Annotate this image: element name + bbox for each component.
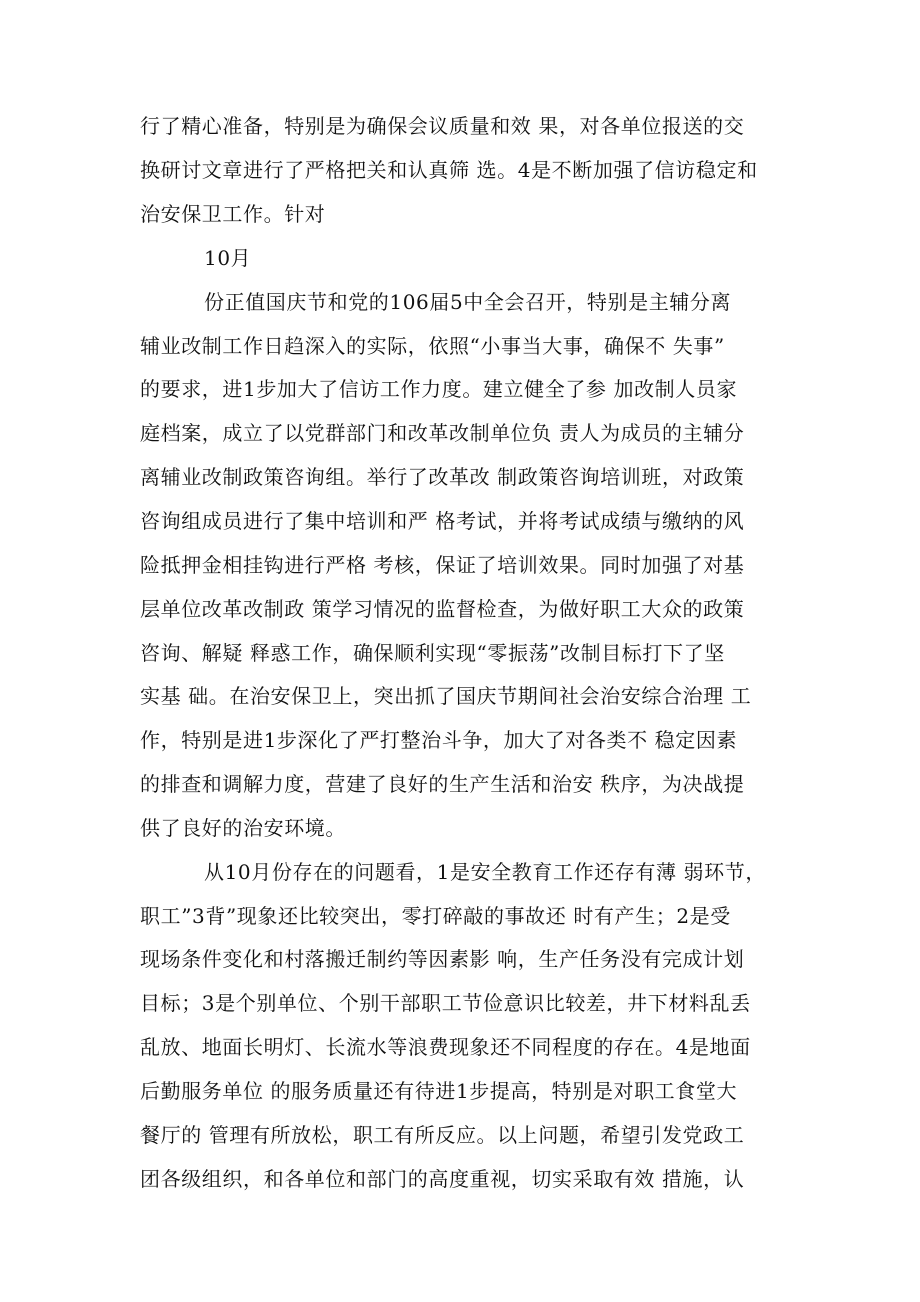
text-line-21: 目标；3是个别单位、个别干部职工节俭意识比较差，井下材料乱丢 xyxy=(140,991,751,1015)
text-line-25: 团各级组织，和各单位和部门的高度重视，切实采取有效 措施，认 xyxy=(140,1167,745,1191)
text-line-14: 实基 础。在治安保卫上，突出抓了国庆节期间社会治安综合治理 工 xyxy=(140,684,752,708)
text-line-16: 的排查和调解力度，营建了良好的生产生活和治安 秩序，为决战提 xyxy=(140,772,745,796)
text-line-23: 后勤服务单位 的服务质量还有待进1步提高，特别是对职工食堂大 xyxy=(140,1079,738,1103)
text-line-3: 治安保卫工作。针对 xyxy=(140,202,326,226)
text-line-2: 换研讨文章进行了严格把关和认真筛 选。4是不断加强了信访稳定和 xyxy=(140,158,758,182)
text-line-4: 10月 xyxy=(204,246,252,270)
text-line-18: 从10月份存在的问题看，1是安全教育工作还存有薄 弱环节， xyxy=(204,860,766,884)
text-line-7: 的要求，进1步加大了信访工作力度。建立健全了参 加改制人员家 xyxy=(140,377,738,401)
text-line-11: 险抵押金相挂钩进行严格 考核，保证了培训效果。同时加强了对基 xyxy=(140,553,745,577)
text-line-5: 份正值国庆节和党的106届5中全会召开，特别是主辅分离 xyxy=(204,290,732,314)
text-line-19: 职工”3背”现象还比较突出，零打碎敲的事故还 时有产生；2是受 xyxy=(140,904,731,928)
text-line-15: 作，特别是进1步深化了严打整治斗争，加大了对各类不 稳定因素 xyxy=(140,728,738,752)
text-line-8: 庭档案，成立了以党群部门和改革改制单位负 责人为成员的主辅分 xyxy=(140,421,745,445)
text-line-17: 供了良好的治安环境。 xyxy=(140,816,346,840)
text-line-20: 现场条件变化和村落搬迁制约等因素影 响，生产任务没有完成计划 xyxy=(140,947,745,971)
text-line-22: 乱放、地面长明灯、长流水等浪费现象还不同程度的存在。4是地面 xyxy=(140,1035,751,1059)
text-line-13: 咨询、解疑 释惑工作，确保顺利实现“零振荡”改制目标打下了坚 xyxy=(140,641,725,665)
text-line-24: 餐厅的 管理有所放松，职工有所反应。以上问题，希望引发党政工 xyxy=(140,1123,745,1147)
text-line-9: 离辅业改制政策咨询组。举行了改革改 制政策咨询培训班，对政策 xyxy=(140,465,745,489)
text-line-6: 辅业改制工作日趋深入的实际，依照“小事当大事，确保不 失事” xyxy=(140,334,725,358)
text-line-1: 行了精心准备，特别是为确保会议质量和效 果，对各单位报送的交 xyxy=(140,114,745,138)
text-line-12: 层单位改革改制政 策学习情况的监督检查，为做好职工大众的政策 xyxy=(140,597,745,621)
text-line-10: 咨询组成员进行了集中培训和严 格考试，并将考试成绩与缴纳的风 xyxy=(140,509,745,533)
